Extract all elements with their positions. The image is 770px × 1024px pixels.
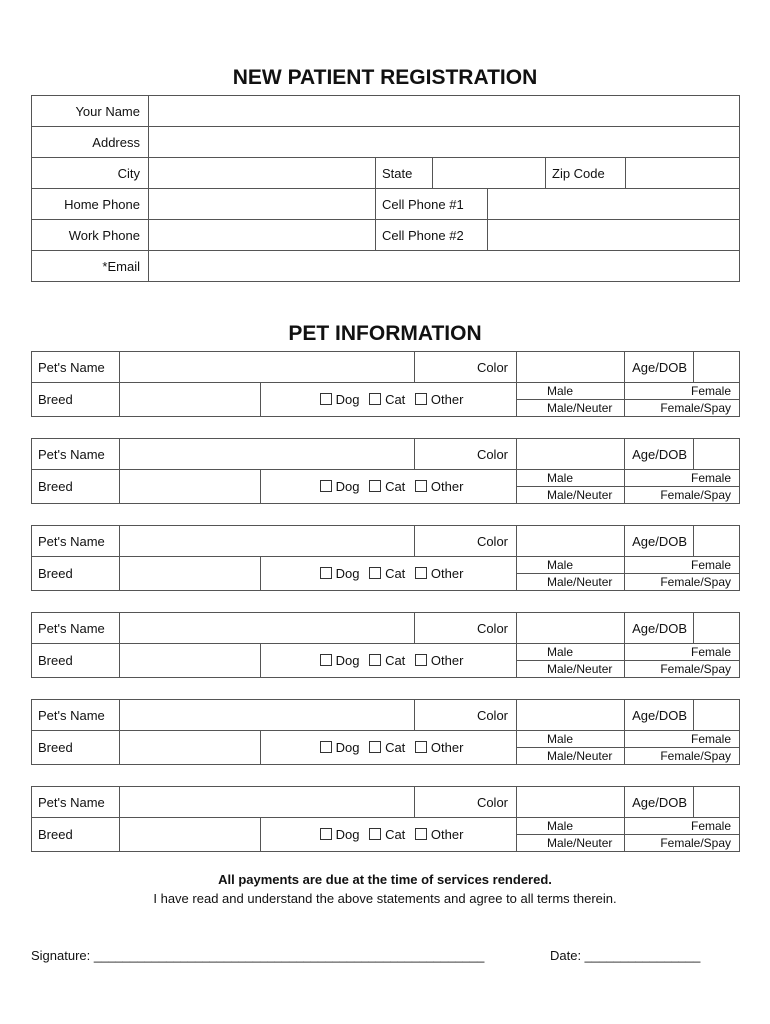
pet-info-table-2 xyxy=(31,438,740,504)
breed-label: Breed xyxy=(32,383,120,417)
pets-name-field[interactable] xyxy=(120,352,415,383)
age-dob-label: Age/DOB xyxy=(625,439,694,470)
address-field[interactable] xyxy=(149,127,740,158)
breed-label: Breed xyxy=(32,818,120,852)
species-options xyxy=(261,470,517,504)
other-label: Other xyxy=(430,653,464,668)
date-line[interactable]: Date: ________________ xyxy=(550,948,701,963)
cat-checkbox[interactable] xyxy=(369,567,381,579)
female-spay-option[interactable]: Female/Spay xyxy=(625,835,740,852)
male-option[interactable]: Male xyxy=(517,818,625,835)
breed-field[interactable] xyxy=(120,731,261,765)
other-label: Other xyxy=(430,827,464,842)
city-field[interactable] xyxy=(149,158,376,189)
city-label: City xyxy=(32,158,149,189)
dog-checkbox[interactable] xyxy=(320,567,332,579)
cat-label: Cat xyxy=(385,827,406,842)
male-option[interactable]: Male xyxy=(517,557,625,574)
dog-checkbox[interactable] xyxy=(320,828,332,840)
email-field[interactable] xyxy=(149,251,740,282)
breed-field[interactable] xyxy=(120,383,261,417)
work-phone-field[interactable] xyxy=(149,220,376,251)
zip-code-label: Zip Code xyxy=(546,158,626,189)
pets-name-field[interactable] xyxy=(120,700,415,731)
breed-field[interactable] xyxy=(120,557,261,591)
color-label: Color xyxy=(415,700,517,731)
pets-name-label: Pet's Name xyxy=(32,439,120,470)
dog-checkbox[interactable] xyxy=(320,480,332,492)
email-label: *Email xyxy=(32,251,149,282)
cat-label: Cat xyxy=(385,740,406,755)
male-option[interactable]: Male xyxy=(517,383,625,400)
pets-name-field[interactable] xyxy=(120,787,415,818)
color-label: Color xyxy=(415,526,517,557)
age-dob-label: Age/DOB xyxy=(625,613,694,644)
cat-label: Cat xyxy=(385,392,406,407)
cat-checkbox[interactable] xyxy=(369,393,381,405)
cat-checkbox[interactable] xyxy=(369,741,381,753)
dog-label: Dog xyxy=(335,392,360,407)
cell-phone-1-label: Cell Phone #1 xyxy=(376,189,488,220)
dog-label: Dog xyxy=(335,566,360,581)
female-option[interactable]: Female xyxy=(625,644,740,661)
male-option[interactable]: Male xyxy=(517,470,625,487)
zip-code-field[interactable] xyxy=(626,158,740,189)
pet-info-table-3 xyxy=(31,525,740,591)
breed-field[interactable] xyxy=(120,470,261,504)
pet-info-table-6 xyxy=(31,786,740,852)
color-field[interactable] xyxy=(517,787,625,818)
your-name-label: Your Name xyxy=(32,96,149,127)
female-option[interactable]: Female xyxy=(625,470,740,487)
cell-phone-2-label: Cell Phone #2 xyxy=(376,220,488,251)
breed-label: Breed xyxy=(32,557,120,591)
male-neuter-option[interactable]: Male/Neuter xyxy=(517,661,625,678)
male-option[interactable]: Male xyxy=(517,644,625,661)
color-label: Color xyxy=(415,613,517,644)
female-option[interactable]: Female xyxy=(625,557,740,574)
species-options xyxy=(261,644,517,678)
home-phone-field[interactable] xyxy=(149,189,376,220)
cat-label: Cat xyxy=(385,479,406,494)
dog-checkbox[interactable] xyxy=(320,741,332,753)
state-label: State xyxy=(376,158,433,189)
age-dob-field[interactable] xyxy=(694,352,740,383)
color-label: Color xyxy=(415,352,517,383)
cat-checkbox[interactable] xyxy=(369,480,381,492)
pets-name-label: Pet's Name xyxy=(32,352,120,383)
dog-label: Dog xyxy=(335,653,360,668)
breed-field[interactable] xyxy=(120,644,261,678)
age-dob-field[interactable] xyxy=(694,700,740,731)
species-options xyxy=(261,731,517,765)
cat-label: Cat xyxy=(385,653,406,668)
female-option[interactable]: Female xyxy=(625,818,740,835)
age-dob-label: Age/DOB xyxy=(625,526,694,557)
other-checkbox[interactable] xyxy=(415,393,427,405)
signature-line[interactable]: Signature: ______________________________________________________ xyxy=(31,948,485,963)
species-options xyxy=(261,383,517,417)
other-checkbox[interactable] xyxy=(415,828,427,840)
dog-checkbox[interactable] xyxy=(320,393,332,405)
male-neuter-option[interactable]: Male/Neuter xyxy=(517,748,625,765)
cat-checkbox[interactable] xyxy=(369,654,381,666)
pet-info-table-5 xyxy=(31,699,740,765)
pet-section-title: PET INFORMATION xyxy=(288,322,482,345)
dog-checkbox[interactable] xyxy=(320,654,332,666)
other-label: Other xyxy=(430,566,464,581)
age-dob-label: Age/DOB xyxy=(625,352,694,383)
other-label: Other xyxy=(430,740,464,755)
female-spay-option[interactable]: Female/Spay xyxy=(625,748,740,765)
age-dob-field[interactable] xyxy=(694,526,740,557)
female-spay-option[interactable]: Female/Spay xyxy=(625,661,740,678)
other-checkbox[interactable] xyxy=(415,567,427,579)
pets-name-field[interactable] xyxy=(120,613,415,644)
color-field[interactable] xyxy=(517,613,625,644)
male-neuter-option[interactable]: Male/Neuter xyxy=(517,835,625,852)
work-phone-label: Work Phone xyxy=(32,220,149,251)
color-field[interactable] xyxy=(517,700,625,731)
age-dob-field[interactable] xyxy=(694,613,740,644)
species-options xyxy=(261,818,517,852)
cell-phone-1-field[interactable] xyxy=(488,189,740,220)
pets-name-label: Pet's Name xyxy=(32,613,120,644)
pets-name-label: Pet's Name xyxy=(32,787,120,818)
breed-field[interactable] xyxy=(120,818,261,852)
state-field[interactable] xyxy=(433,158,546,189)
male-neuter-option[interactable]: Male/Neuter xyxy=(517,487,625,504)
male-neuter-option[interactable]: Male/Neuter xyxy=(517,400,625,417)
cat-label: Cat xyxy=(385,566,406,581)
your-name-field[interactable] xyxy=(149,96,740,127)
dog-label: Dog xyxy=(335,827,360,842)
age-dob-field[interactable] xyxy=(694,439,740,470)
color-field[interactable] xyxy=(517,439,625,470)
other-checkbox[interactable] xyxy=(415,741,427,753)
female-spay-option[interactable]: Female/Spay xyxy=(625,487,740,504)
other-label: Other xyxy=(430,479,464,494)
female-spay-option[interactable]: Female/Spay xyxy=(625,574,740,591)
breed-label: Breed xyxy=(32,644,120,678)
color-field[interactable] xyxy=(517,526,625,557)
female-spay-option[interactable]: Female/Spay xyxy=(625,400,740,417)
color-field[interactable] xyxy=(517,352,625,383)
age-dob-label: Age/DOB xyxy=(625,700,694,731)
color-label: Color xyxy=(415,439,517,470)
pets-name-field[interactable] xyxy=(120,439,415,470)
cat-checkbox[interactable] xyxy=(369,828,381,840)
female-option[interactable]: Female xyxy=(625,731,740,748)
age-dob-field[interactable] xyxy=(694,787,740,818)
species-options xyxy=(261,557,517,591)
pets-name-label: Pet's Name xyxy=(32,700,120,731)
page-title: NEW PATIENT REGISTRATION xyxy=(232,66,538,89)
pet-info-table-4 xyxy=(31,612,740,678)
other-checkbox[interactable] xyxy=(415,480,427,492)
home-phone-label: Home Phone xyxy=(32,189,149,220)
male-option[interactable]: Male xyxy=(517,731,625,748)
female-option[interactable]: Female xyxy=(625,383,740,400)
pet-info-table-1 xyxy=(31,351,740,417)
other-checkbox[interactable] xyxy=(415,654,427,666)
breed-label: Breed xyxy=(32,470,120,504)
pets-name-label: Pet's Name xyxy=(32,526,120,557)
address-label: Address xyxy=(32,127,149,158)
pets-name-field[interactable] xyxy=(120,526,415,557)
dog-label: Dog xyxy=(335,479,360,494)
payments-notice: All payments are due at the time of services rendered. xyxy=(218,872,552,887)
male-neuter-option[interactable]: Male/Neuter xyxy=(517,574,625,591)
cell-phone-2-field[interactable] xyxy=(488,220,740,251)
agreement-statement: I have read and understand the above statements and agree to all terms therein. xyxy=(153,891,617,906)
dog-label: Dog xyxy=(335,740,360,755)
other-label: Other xyxy=(430,392,464,407)
color-label: Color xyxy=(415,787,517,818)
patient-info-table xyxy=(31,95,740,282)
age-dob-label: Age/DOB xyxy=(625,787,694,818)
breed-label: Breed xyxy=(32,731,120,765)
